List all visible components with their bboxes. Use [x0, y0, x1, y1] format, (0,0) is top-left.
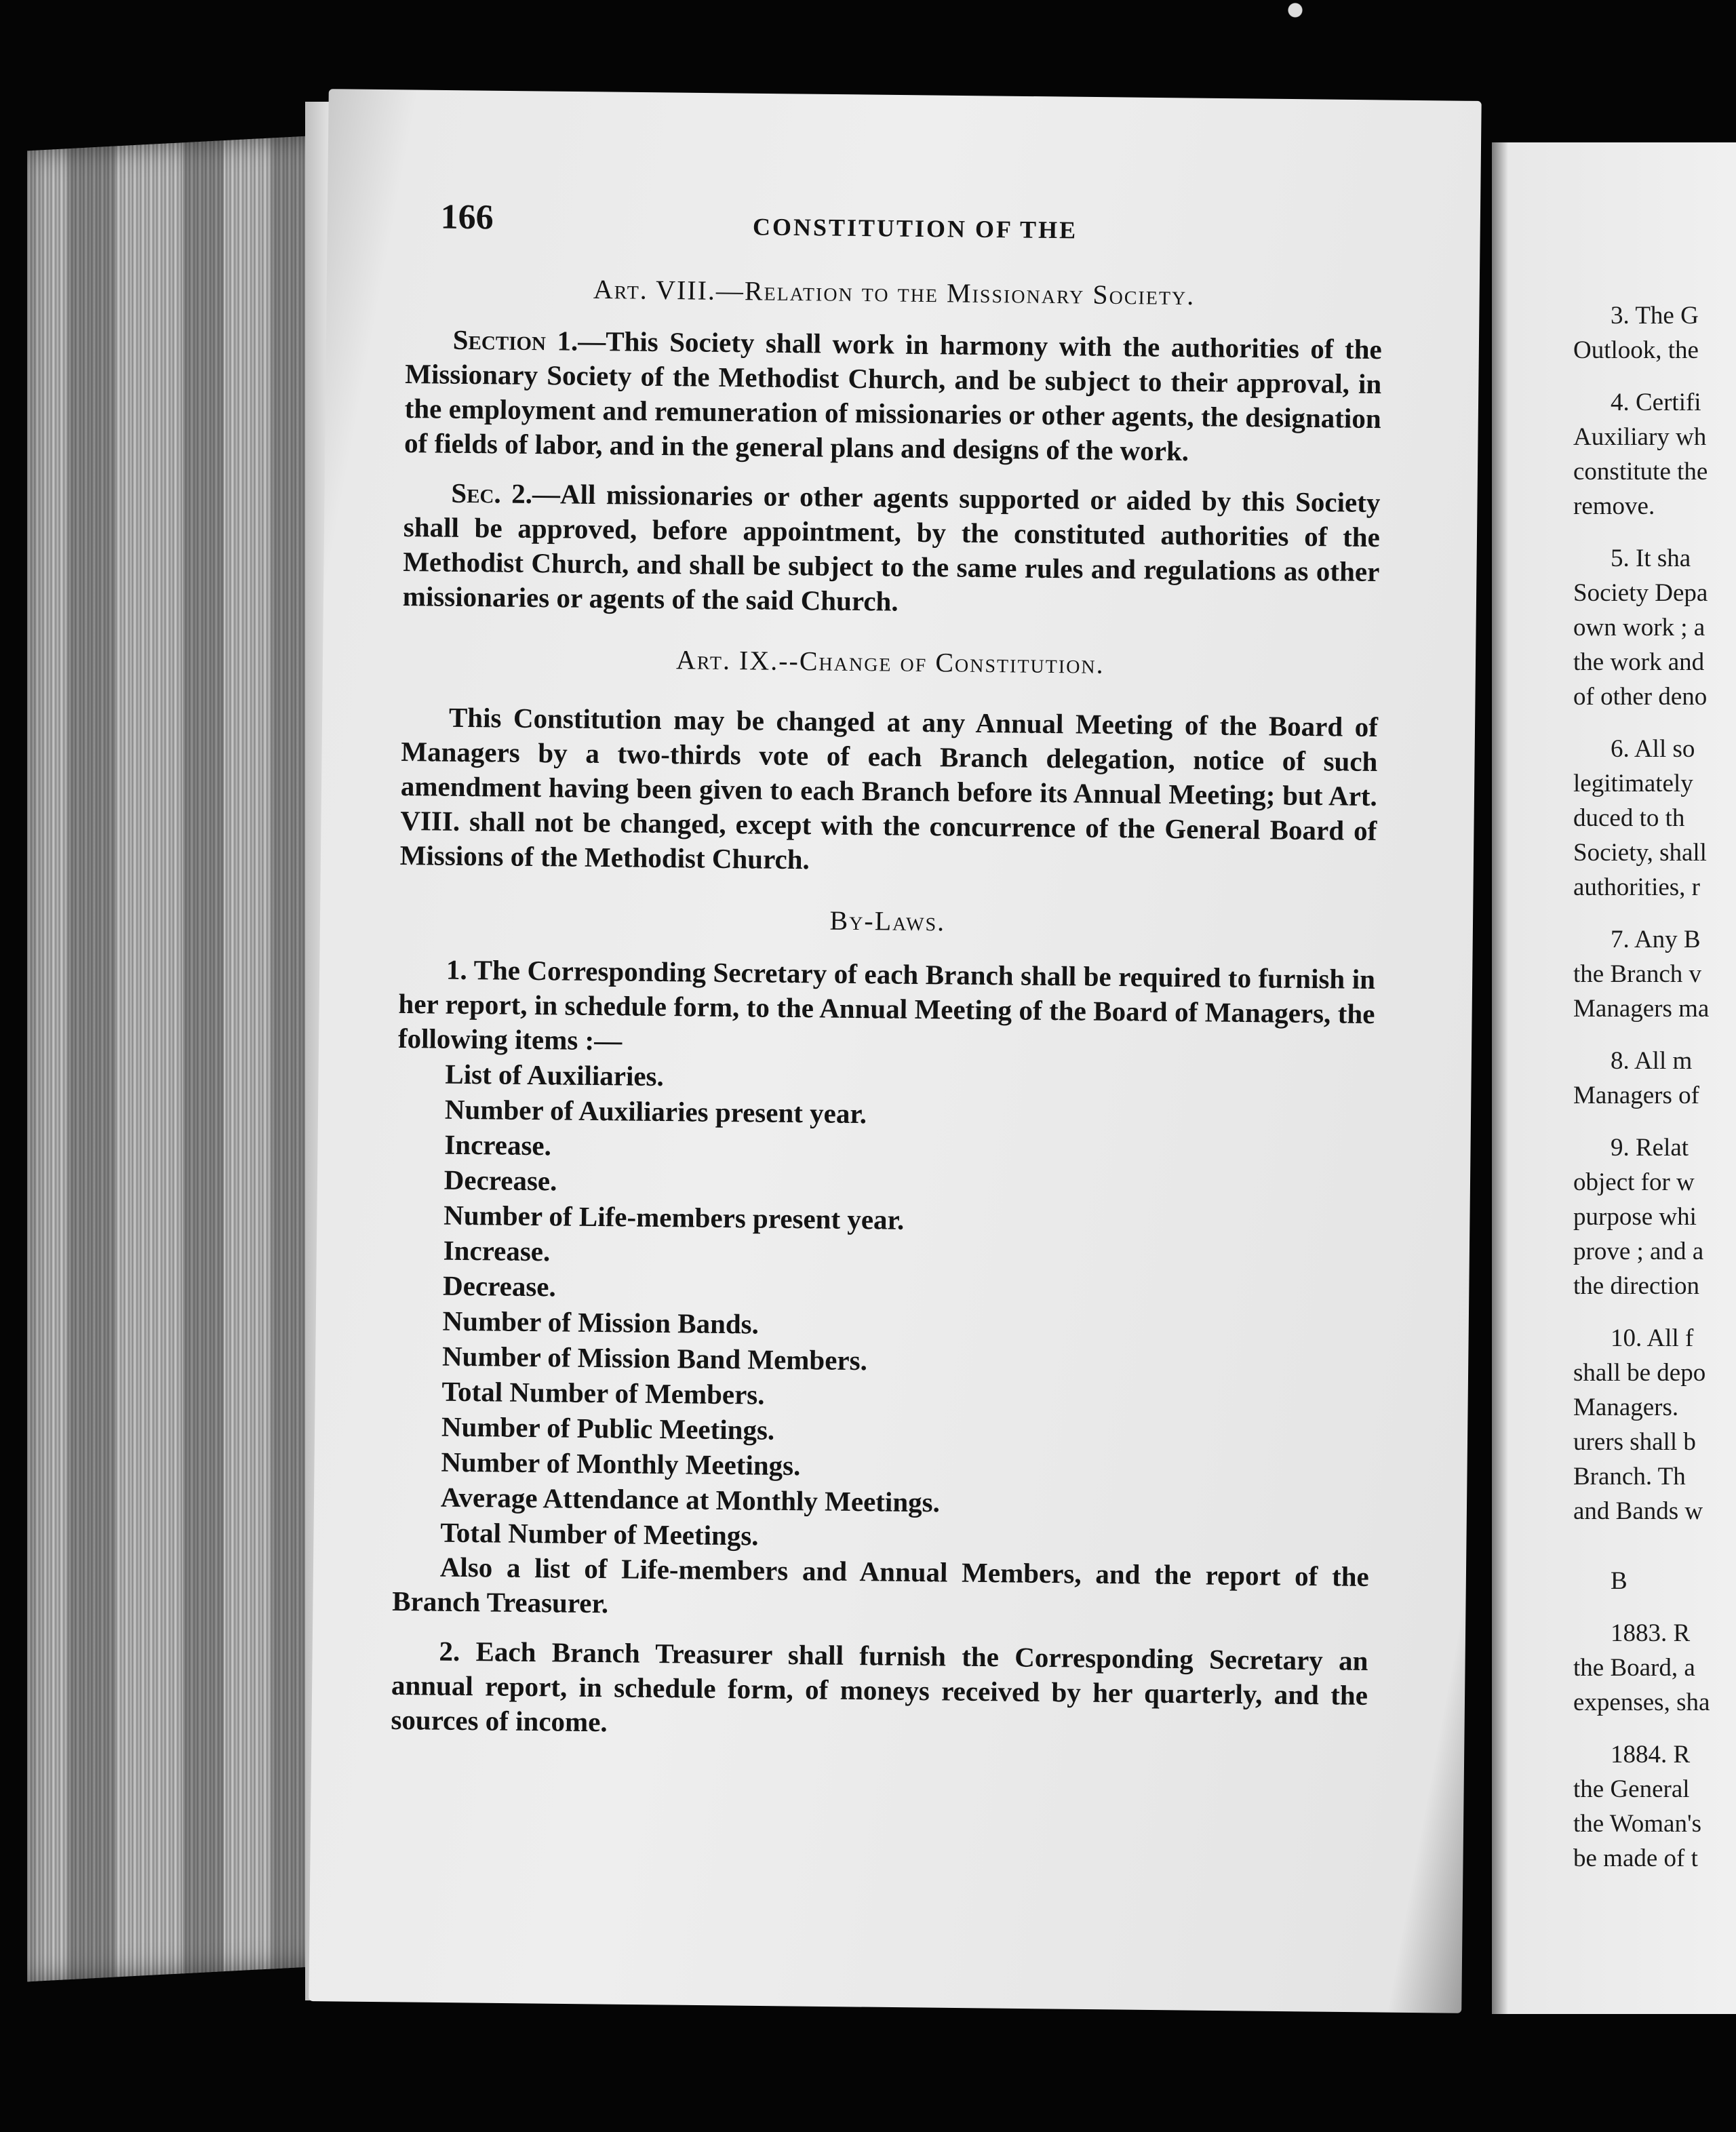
- list-item: Number of Mission Band Members.: [441, 1340, 868, 1377]
- right-page-line: 10. All f: [1611, 1324, 1694, 1352]
- right-page-line: 1883. R: [1611, 1619, 1691, 1647]
- list-item: Increase.: [444, 1128, 552, 1162]
- art8-heading: [406, 271, 1382, 313]
- right-page-line: [1573, 1598, 1736, 1616]
- running-title: CONSTITUTION OF THE: [752, 213, 1078, 244]
- right-page-line: Auxiliary wh: [1573, 423, 1707, 451]
- scan-speck: [1275, 0, 1316, 20]
- right-page-line: 9. Relat: [1611, 1134, 1689, 1162]
- right-page-line: Society Depa: [1573, 579, 1708, 607]
- list-item: Number of Life-members present year.: [443, 1199, 905, 1236]
- right-page-line: Managers.: [1573, 1394, 1679, 1421]
- right-page-content: [1573, 298, 1736, 1876]
- list-item: Average Attendance at Monthly Meetings.: [440, 1481, 941, 1518]
- list-item: Number of Mission Bands.: [442, 1305, 760, 1340]
- right-page-line: [1573, 1546, 1736, 1564]
- right-page-line: [1573, 714, 1736, 732]
- section1-text: —This Society shall work in harmony with the authorities of the Missionary Society of the Methodist Church, and be subject to their approval, in the employment and remuneration of missionaries or other agents, the designation of fields of labor, and in the general plans and designs of the work.: [403, 325, 1382, 467]
- section2-lead: Sec. 2.: [451, 477, 533, 509]
- page-number: 166: [440, 197, 494, 237]
- right-page-line: B: [1611, 1567, 1628, 1595]
- right-page-line: [1573, 1113, 1736, 1130]
- right-page-line: [1573, 368, 1736, 385]
- list-item: Total Number of Meetings.: [440, 1516, 759, 1552]
- art8-heading-title: —Relation to the Missionary Society.: [715, 275, 1196, 311]
- right-page-line: [1573, 1528, 1736, 1546]
- list-item: Decrease.: [442, 1269, 556, 1303]
- art9-heading-title: --Change of Constitution.: [778, 645, 1105, 679]
- section2-text: —All missionaries or other agents supported or aided by this Society shall be approved, before appointment, by the constituted authorities of the Methodist Church, and shall be subject to the same rules and regulations as other missionaries or agents of the said Church.: [402, 477, 1381, 617]
- list-item: Increase.: [443, 1234, 551, 1267]
- right-page-line: 7. Any B: [1611, 926, 1701, 953]
- right-page-line: 8. All m: [1611, 1047, 1693, 1075]
- bylaw-1: 1. The Corresponding Secretary of each Branch shall be required to furnish in her report, in schedule form, to the Annual Meeting of the Board of Managers, the following items :—: [397, 953, 1376, 1057]
- art9-heading-prefix: Art. IX.: [675, 644, 779, 676]
- right-page-line: the Board, a: [1573, 1654, 1695, 1682]
- bylaws-heading: By-Laws.: [829, 905, 946, 937]
- list-item: List of Auxiliaries.: [445, 1058, 665, 1092]
- right-page-line: [1573, 905, 1736, 922]
- right-page-line: remove.: [1573, 492, 1655, 520]
- right-page-line: of other deno: [1573, 683, 1708, 711]
- right-page-line: the General: [1573, 1775, 1690, 1803]
- right-page-line: the work and: [1573, 648, 1705, 676]
- page-header: [406, 197, 1383, 261]
- right-page-line: the direction: [1573, 1272, 1699, 1300]
- right-page-line: [1573, 1026, 1736, 1044]
- right-page-line: [1573, 1720, 1736, 1737]
- art9-heading: [402, 641, 1379, 683]
- left-page-content: [391, 197, 1383, 1762]
- right-page-line: constitute the: [1573, 458, 1708, 486]
- right-page-line: Managers ma: [1573, 995, 1710, 1023]
- right-page-line: own work ; a: [1573, 614, 1705, 641]
- section1-lead: Section 1.: [452, 323, 578, 357]
- book-page-edges: [27, 134, 346, 1982]
- right-page-line: object for w: [1573, 1168, 1695, 1196]
- art8-heading-prefix: Art. VIII.: [593, 273, 717, 306]
- list-item: Total Number of Members.: [441, 1375, 765, 1410]
- art8-section2: [403, 475, 1381, 624]
- right-page-line: 3. The G: [1611, 302, 1699, 330]
- right-page-line: urers shall b: [1573, 1428, 1696, 1456]
- right-page-line: Managers of: [1573, 1082, 1699, 1109]
- bylaw-2: 2. Each Branch Treasurer shall furnish the Corresponding Secretary an annual report, in schedule form, of moneys received by her quarterly, and the sources of income.: [391, 1635, 1368, 1738]
- list-item: Decrease.: [443, 1164, 557, 1197]
- right-page-line: expenses, sha: [1573, 1689, 1710, 1716]
- list-item: Number of Auxiliaries present year.: [444, 1093, 867, 1130]
- right-page-line: 4. Certifi: [1611, 389, 1701, 416]
- right-page-line: 6. All so: [1611, 735, 1695, 763]
- right-page-line: Outlook, the: [1573, 336, 1699, 364]
- bylaw-1-items: [440, 1057, 1375, 1560]
- right-page-line: authorities, r: [1573, 873, 1701, 901]
- right-page-line: 5. It sha: [1611, 545, 1691, 572]
- right-page-line: prove ; and a: [1573, 1238, 1704, 1265]
- right-page-line: [1573, 524, 1736, 541]
- right-page-line: and Bands w: [1573, 1497, 1703, 1525]
- right-page-line: Branch. Th: [1573, 1463, 1686, 1491]
- art8-section1: [404, 322, 1382, 471]
- right-page-line: 1884. R: [1611, 1741, 1691, 1769]
- right-page-line: legitimately: [1573, 770, 1693, 797]
- right-page-line: Society, shall: [1573, 839, 1707, 867]
- right-page-line: [1573, 1303, 1736, 1321]
- list-item: Number of Monthly Meetings.: [441, 1446, 801, 1482]
- art9-text: This Constitution may be changed at any Annual Meeting of the Board of Managers by a two-thirds vote of each Branch delegation, notice of such amendment having been given to each Branch before its Annual Meeting; but Art. VIII. shall not be changed, except with the concurrence of the General Board of Missions of the Methodist Church.: [399, 701, 1379, 875]
- right-page-line: the Branch v: [1573, 960, 1702, 988]
- right-page-line: shall be depo: [1573, 1359, 1706, 1387]
- right-page-line: duced to th: [1573, 804, 1685, 832]
- right-page-line: the Woman's: [1573, 1810, 1702, 1838]
- right-page-line: be made of t: [1573, 1844, 1698, 1872]
- right-page-line: purpose whi: [1573, 1203, 1697, 1231]
- bylaw-1-closing: Also a list of Life-members and Annual Members, and the report of the Branch Treasurer.: [392, 1551, 1370, 1619]
- list-item: Number of Public Meetings.: [441, 1410, 775, 1446]
